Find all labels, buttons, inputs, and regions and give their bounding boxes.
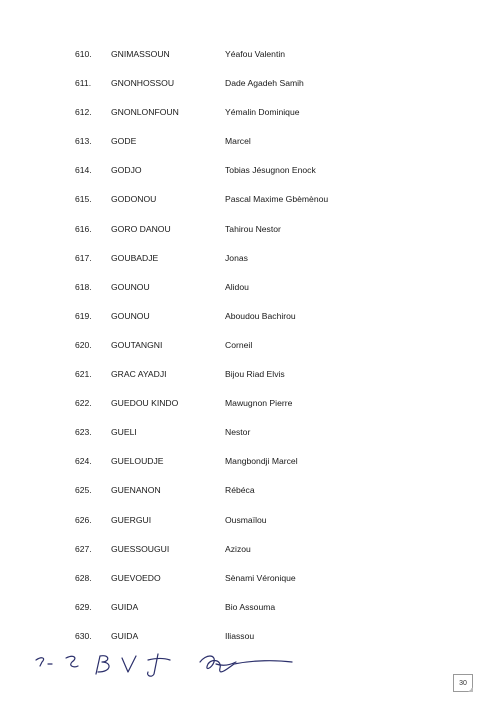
entry-number: 612.	[75, 107, 92, 118]
list-item	[0, 250, 500, 279]
entry-number: 628.	[75, 572, 92, 583]
entry-given-names: Mawugnon Pierre	[225, 398, 293, 409]
list-item	[0, 75, 500, 104]
list-item	[0, 424, 500, 453]
entry-given-names: Alidou	[225, 281, 249, 292]
list-item	[0, 46, 500, 75]
entry-surname: GODONOU	[111, 194, 157, 205]
entry-given-names: Tobias Jésugnon Enock	[225, 165, 316, 176]
entry-surname: GUESSOUGUI	[111, 543, 170, 554]
entry-number: 621.	[75, 369, 92, 380]
entry-given-names: Tahirou Nestor	[225, 223, 281, 234]
list-item	[0, 133, 500, 162]
page-number-box	[453, 674, 473, 692]
entry-given-names: Corneil	[225, 339, 253, 350]
entry-given-names: Bio Assouma	[225, 601, 276, 612]
list-item	[0, 395, 500, 424]
entry-number: 623.	[75, 427, 92, 438]
list-item	[0, 541, 500, 570]
entry-given-names: Ousmaïlou	[225, 514, 267, 525]
entry-given-names: Bijou Riad Elvis	[225, 369, 285, 380]
entry-number: 617.	[75, 252, 92, 263]
list-item	[0, 221, 500, 250]
entry-surname: GRAC AYADJI	[111, 369, 167, 380]
list-item	[0, 337, 500, 366]
entry-surname: GORO DANOU	[111, 223, 171, 234]
entry-given-names: Nestor	[225, 427, 251, 438]
entry-number: 629.	[75, 601, 92, 612]
list-item	[0, 279, 500, 308]
entry-surname: GOUTANGNI	[111, 339, 163, 350]
entry-given-names: Sènami Véronique	[225, 572, 296, 583]
entry-number: 627.	[75, 543, 92, 554]
entry-surname: GUEVOEDO	[111, 572, 161, 583]
entry-number: 620.	[75, 339, 92, 350]
entry-given-names: Iliassou	[225, 630, 255, 641]
entry-number: 615.	[75, 194, 92, 205]
entry-given-names: Jonas	[225, 252, 248, 263]
entry-given-names: Mangbondji Marcel	[225, 456, 298, 467]
entry-number: 614.	[75, 165, 92, 176]
entry-number: 624.	[75, 456, 92, 467]
name-list	[0, 46, 500, 657]
list-item	[0, 453, 500, 482]
entry-number: 613.	[75, 136, 92, 147]
list-item	[0, 162, 500, 191]
entry-surname: GUENANON	[111, 485, 161, 496]
entry-number: 626.	[75, 514, 92, 525]
entry-surname: GOUBADJE	[111, 252, 159, 263]
entry-number: 622.	[75, 398, 92, 409]
entry-surname: GNONLONFOUN	[111, 107, 179, 118]
entry-number: 619.	[75, 310, 92, 321]
entry-surname: GODJO	[111, 165, 142, 176]
entry-surname: GNIMASSOUN	[111, 49, 170, 59]
entry-surname: GNONHOSSOU	[111, 78, 175, 89]
entry-given-names: Azizou	[225, 543, 251, 554]
entry-given-names: Rébéca	[225, 485, 255, 496]
entry-number: 625.	[75, 485, 92, 496]
entry-surname: GUELOUDJE	[111, 456, 164, 467]
entry-surname: GODE	[111, 136, 137, 147]
entry-number: 616.	[75, 223, 92, 234]
entry-surname: GOUNOU	[111, 281, 150, 292]
entry-surname: GUIDA	[111, 601, 139, 612]
list-item	[0, 191, 500, 220]
list-item	[0, 512, 500, 541]
entry-given-names: Yémalin Dominique	[225, 107, 300, 118]
entry-surname: GOUNOU	[111, 310, 150, 321]
entry-given-names: Dade Agadeh Samih	[225, 78, 304, 89]
entry-number: 630.	[75, 630, 92, 641]
handwritten-signatures	[30, 650, 300, 680]
page-number: 30	[459, 680, 467, 687]
entry-number: 611.	[75, 78, 92, 89]
entry-given-names: Marcel	[225, 136, 251, 147]
entry-given-names: Pascal Maxime Gbèmènou	[225, 194, 329, 205]
list-item	[0, 599, 500, 628]
list-item	[0, 482, 500, 511]
entry-given-names: Aboudou Bachirou	[225, 310, 296, 321]
entry-surname: GUIDA	[111, 630, 139, 641]
list-item	[0, 104, 500, 133]
entry-surname: GUELI	[111, 427, 137, 438]
entry-number: 618.	[75, 281, 92, 292]
entry-given-names: Yéafou Valentin	[225, 49, 286, 59]
list-item	[0, 308, 500, 337]
entry-number: 610.	[75, 49, 92, 59]
entry-surname: GUEDOU KINDO	[111, 398, 179, 409]
list-item	[0, 570, 500, 599]
list-item	[0, 366, 500, 395]
entry-surname: GUERGUI	[111, 514, 152, 525]
